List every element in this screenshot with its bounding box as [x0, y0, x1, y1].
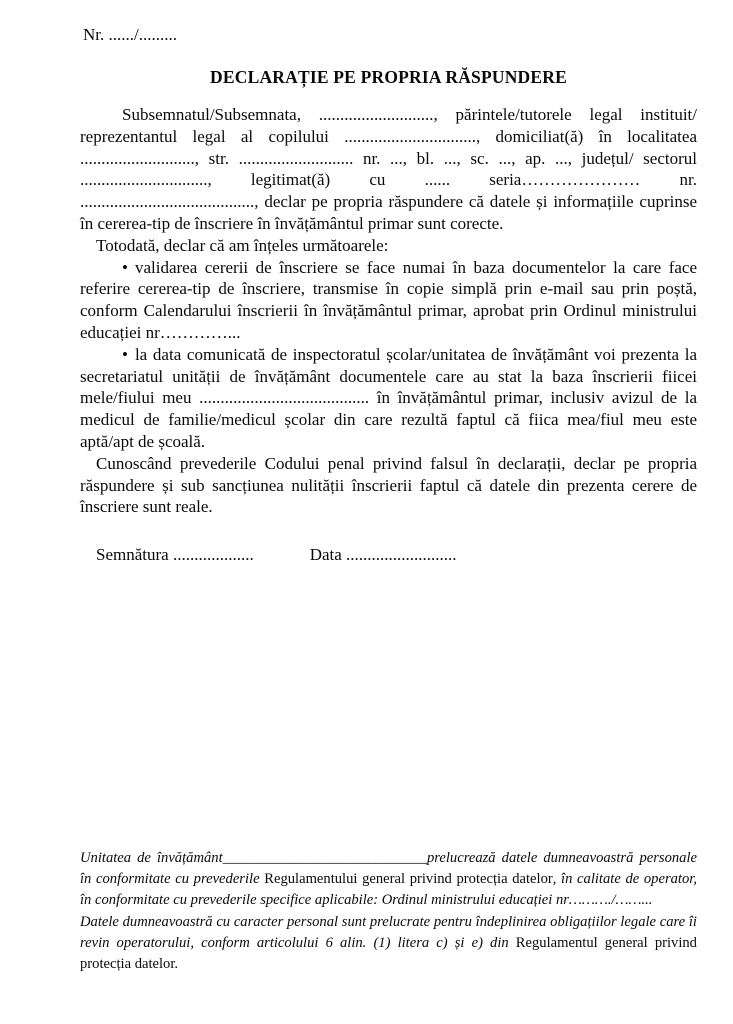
gdpr-p2-datele: Datele dumneavoastră cu caracter personal sunt prelucrate pentru îndeplinirea obligațiilor legale care îi revin operatorului, conform articolului 6 alin. (1) litera c) și e) din [80, 913, 697, 951]
bullet-icon: • [122, 257, 128, 277]
codul-penal-paragraph: Cunoscând prevederile Codului penal privind falsul în declarații, declar pe propria răspundere și sub sancțiunea nulității înscrierii faptul că datele din prezenta cerere de înscriere sunt reale. [80, 453, 697, 517]
gdpr-p1-regulament-ref: Regulamentului general privind protecția datelor [264, 871, 553, 888]
document-number-line: Nr. ....../......... [83, 25, 177, 44]
date-label: Data .......................... [309, 545, 457, 565]
gdpr-p1-ordin-ref: , în calitate de operator, în conformitate cu prevederile specifice aplicabile: Ordinul ministrului educației nr………./……... [80, 871, 697, 909]
intro-paragraph: Subsemnatul/Subsemnata, ..........................., părintele/tutorele legal instituit/ reprezentantul legal al copilului ..............................., domiciliat(ă) în localitatea ..........................., str. ........................... nr. ..., bl. ..., sc. ..., ap. ..., județul/ sectorul .............................., legitimat(ă) cu ...... seria………………… nr. ........................................., declar pe propria răspundere că datele și informațiile cuprinse în cererea-tip de înscriere în învățământul primar sunt corecte. [80, 105, 697, 233]
signature-label: Semnătura ................... [96, 545, 254, 565]
bullet-item-validare [80, 257, 697, 344]
totodata-paragraph: Totodată, declar că am înțeles următoarele: [96, 235, 389, 255]
bullet-item-validare-text: validarea cererii de înscriere se face numai în baza documentelor la care face referire cererea-tip de înscriere, transmise în copie simplă prin e-mail sau prin poștă, conform Calendarului înscrierii în învățământul primar, aprobat prin Ordinul ministrului educației nr…………... [80, 257, 697, 342]
bullet-icon: • [122, 344, 128, 364]
document-title: DECLARAȚIE PE PROPRIA RĂSPUNDERE [210, 67, 567, 87]
gdpr-footer [80, 848, 697, 975]
gdpr-p2-regulament-ref: Regulamentul general privind protecția datelor. [80, 934, 697, 973]
signature-row [80, 544, 697, 566]
gdpr-p1-prelucreaza: prelucrează datele dumneavoastră personale în conformitate cu prevederile [80, 850, 697, 888]
bullet-item-documente [80, 344, 697, 453]
bullet-item-documente-text: la data comunicată de inspectoratul școlar/unitatea de învățământ voi prezenta la secretariatul unității de învățământ documentele care au stat la baza înscrierii fiicei mele/fiului meu ........................................ în învățământul primar, inclusiv avizul de la medicul de familie/medicul școlar din care rezultă faptul că fiica mea/fiul meu este aptă/apt de școală. [80, 344, 697, 451]
gdpr-paragraph-operator [80, 848, 697, 912]
gdpr-p1-unitate: Unitatea de învățământ [80, 850, 223, 866]
gdpr-paragraph-legal-basis [80, 912, 697, 976]
gdpr-p1-blank-line: ____________________________ [222, 850, 427, 866]
